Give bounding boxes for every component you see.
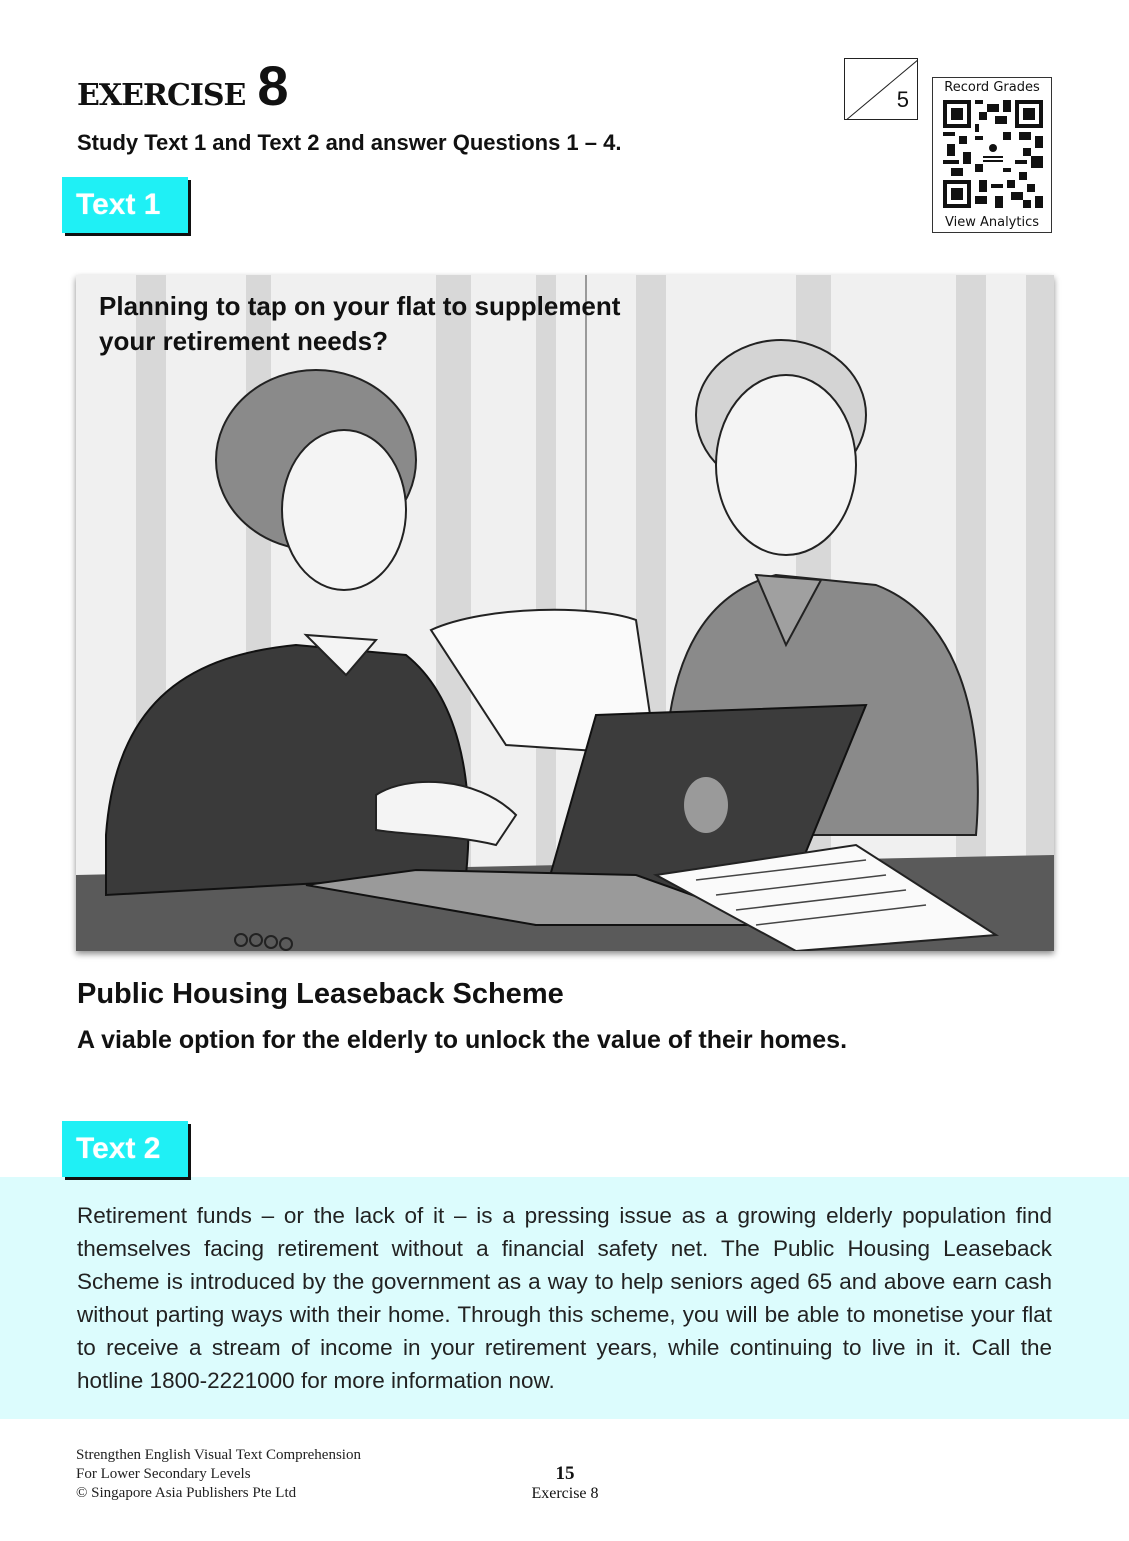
text2-label: Text 2 bbox=[62, 1121, 188, 1177]
page-number: 15 bbox=[555, 1463, 575, 1484]
elderly-couple-laptop-illustration bbox=[76, 275, 1054, 951]
score-box bbox=[844, 58, 918, 120]
illustration-caption bbox=[99, 289, 620, 359]
book-title-line2: For Lower Secondary Levels bbox=[76, 1466, 251, 1482]
record-grades-label: Record Grades bbox=[944, 80, 1040, 95]
copyright: © Singapore Asia Publishers Pte Ltd bbox=[76, 1485, 297, 1501]
text1-label: Text 1 bbox=[62, 177, 188, 233]
score-total: 5 bbox=[896, 87, 909, 112]
exercise-word: EXERCISE bbox=[77, 78, 246, 113]
text2-body: Retirement funds – or the lack of it – is a pressing issue as a growing elderly population find themselves facing retirement without a financial safety net. The Public Housing Leaseback Scheme is introduced by the government as a way to help seniors aged 65 and above earn cash without parting ways with their home. Through this scheme, you will be able to monetise your flat to receive a stream of income in your retirement years, while continuing to live in it. Call the hotline 1800-2221000 for more information now. bbox=[77, 1203, 1052, 1393]
footer-page-info bbox=[520, 1464, 610, 1504]
book-title-line1: Strengthen English Visual Text Comprehension bbox=[76, 1447, 361, 1463]
caption-line-2: your retirement needs? bbox=[99, 326, 388, 356]
exercise-number: 8 bbox=[257, 54, 289, 117]
scheme-subtitle: A viable option for the elderly to unlock the value of their homes. bbox=[77, 1026, 848, 1054]
exercise-title bbox=[77, 54, 289, 117]
footer-book-info bbox=[76, 1446, 361, 1503]
caption-line-1: Planning to tap on your flat to supplement bbox=[99, 291, 621, 321]
qr-code-icon[interactable] bbox=[943, 100, 1043, 208]
qr-card[interactable] bbox=[932, 77, 1052, 233]
view-analytics-label: View Analytics bbox=[944, 215, 1039, 230]
scheme-title: Public Housing Leaseback Scheme bbox=[77, 978, 564, 1010]
instruction-text: Study Text 1 and Text 2 and answer Questions 1 – 4. bbox=[77, 130, 622, 155]
illustration bbox=[76, 275, 1054, 951]
page-exercise-label: Exercise 8 bbox=[531, 1485, 599, 1502]
